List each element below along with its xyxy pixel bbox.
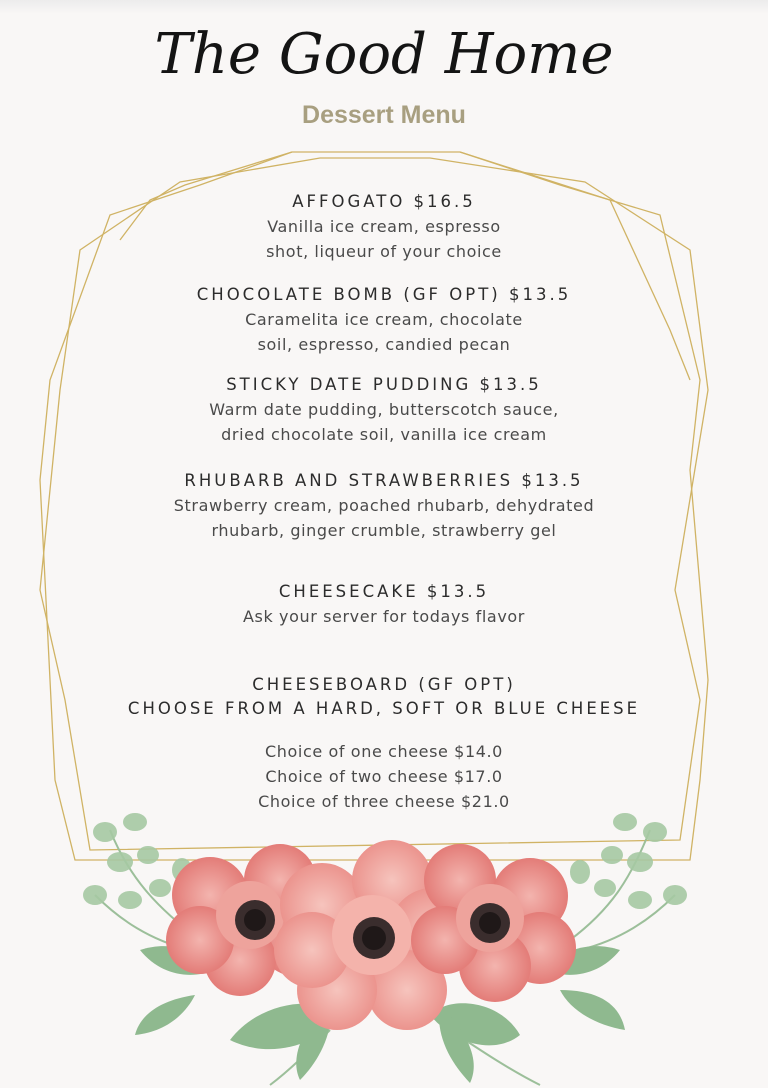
- item-desc-line: rhubarb, ginger crumble, strawberry gel: [211, 521, 557, 540]
- menu-subtitle: Dessert Menu: [302, 101, 466, 129]
- item-desc-line: Ask your server for todays flavor: [243, 607, 525, 626]
- item-title: AFFOGATO $16.5: [292, 192, 476, 211]
- item-title: CHEESEBOARD (GF OPT): [252, 675, 516, 694]
- item-title: STICKY DATE PUDDING $13.5: [226, 375, 542, 394]
- cheese-option: Choice of three cheese $21.0: [258, 792, 510, 811]
- item-title: CHEESECAKE $13.5: [278, 582, 490, 601]
- item-title: CHOOSE FROM A HARD, SOFT OR BLUE CHEESE: [127, 699, 641, 718]
- item-desc-line: Warm date pudding, butterscotch sauce,: [209, 400, 559, 419]
- cheeseboard-item: [0, 673, 768, 721]
- item-desc-line: Strawberry cream, poached rhubarb, dehydrated: [173, 496, 595, 515]
- cheese-option: Choice of one cheese $14.0: [265, 742, 503, 761]
- item-title: RHUBARB AND STRAWBERRIES $13.5: [184, 471, 584, 490]
- item-desc-line: dried chocolate soil, vanilla ice cream: [221, 425, 547, 444]
- menu-item: [0, 580, 768, 629]
- floral-arrangement-icon: [0, 800, 768, 1088]
- cheese-option: Choice of two cheese $17.0: [265, 767, 503, 786]
- item-desc-line: Caramelita ice cream, chocolate: [245, 310, 523, 329]
- menu-item: [0, 283, 768, 357]
- menu-item: [0, 469, 768, 543]
- item-desc-line: shot, liqueur of your choice: [266, 242, 502, 261]
- brand-title: The Good Home: [154, 22, 614, 87]
- menu-item: [0, 190, 768, 264]
- item-desc-line: Vanilla ice cream, espresso: [267, 217, 501, 236]
- item-title: CHOCOLATE BOMB (GF OPT) $13.5: [196, 285, 572, 304]
- menu-item: [0, 373, 768, 447]
- item-desc-line: soil, espresso, candied pecan: [257, 335, 511, 354]
